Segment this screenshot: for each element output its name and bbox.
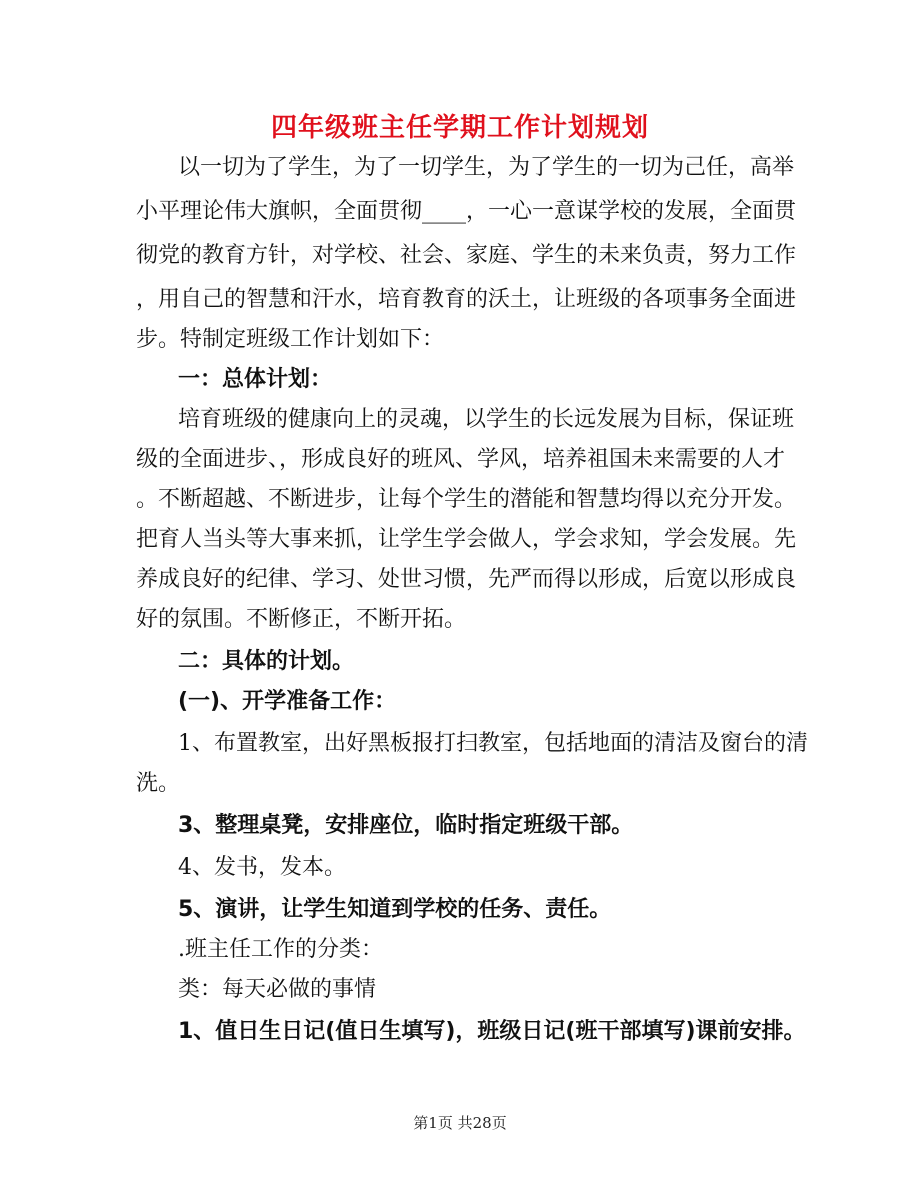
overall-plan-line: 培育班级的健康向上的灵魂，以学生的长远发展为目标，保证班: [178, 407, 795, 432]
list-item-line: 洗。: [136, 771, 181, 796]
overall-plan-line: 。不断超越、不断进步，让每个学生的潜能和智慧均得以充分开发。: [136, 487, 797, 512]
intro-line: 彻党的教育方针，对学校、社会、家庭、学生的未来负责，努力工作: [136, 243, 797, 268]
list-item-line: 1、布置教室，出好黑板报打扫教室，包括地面的清洁及窗台的清: [178, 731, 808, 756]
overall-plan-line: 养成良好的纪律、学习、处世习惯，先严而得以形成，后宽以形成良: [136, 567, 797, 592]
list-item: 1、值日生日记(值日生填写)，班级日记(班干部填写)课前安排。: [178, 1019, 806, 1044]
subheading-preparation: (一)、开学准备工作：: [178, 689, 397, 714]
intro-line: ，用自己的智慧和汗水，培育教育的沃土，让班级的各项事务全面进: [136, 287, 797, 312]
list-item: 3、整理桌凳，安排座位，临时指定班级干部。: [178, 813, 634, 838]
list-item: 5、演讲，让学生知道到学校的任务、责任。: [178, 897, 612, 922]
intro-line: 小平理论伟大旗帜，全面贯彻____，一心一意谋学校的发展，全面贯: [136, 199, 797, 224]
section-heading-overall-plan: 一：总体计划：: [178, 367, 333, 392]
intro-line: 步。特制定班级工作计划如下：: [136, 327, 445, 352]
page-number: 第1页 共28页: [413, 1114, 507, 1132]
overall-plan-line: 好的氛围。不断修正，不断开拓。: [136, 607, 467, 632]
page-title: 四年级班主任学期工作计划规划: [270, 113, 649, 143]
classification-heading: .班主任工作的分类：: [178, 937, 383, 962]
overall-plan-line: 级的全面进步、，形成良好的班风、学风，培养祖国未来需要的人才: [136, 447, 786, 472]
intro-line: 以一切为了学生，为了一切学生，为了学生的一切为己任，高举: [178, 155, 795, 180]
section-heading-specific-plan: 二：具体的计划。: [178, 649, 355, 674]
overall-plan-line: 把育人当头等大事来抓，让学生学会做人，学会求知，学会发展。先: [136, 527, 797, 552]
daily-tasks-heading: 类：每天必做的事情: [178, 977, 377, 1002]
list-item: 4、发书，发本。: [178, 855, 346, 880]
